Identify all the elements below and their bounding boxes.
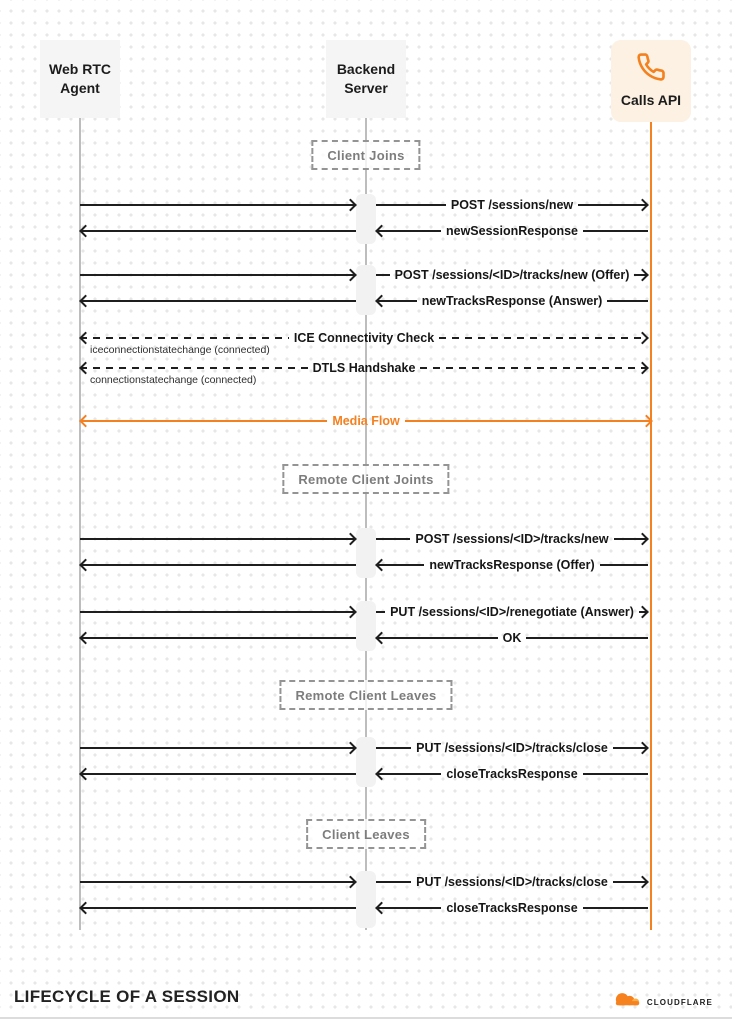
- lifeline-calls-api: [650, 118, 652, 930]
- arrowhead-right-icon: [636, 876, 649, 889]
- message-post-sessions-new: [376, 194, 648, 216]
- phase-client-joins-label: Client Joins: [327, 147, 405, 163]
- arrowhead-right-icon: [640, 415, 653, 428]
- arrowhead-right-icon: [636, 362, 649, 375]
- activation-bar: [356, 528, 376, 578]
- arrowhead-right-icon: [344, 742, 357, 755]
- arrowhead-left-icon: [375, 295, 388, 308]
- message-label: POST /sessions/<ID>/tracks/new (Offer): [394, 268, 630, 282]
- arrowhead-left-icon: [375, 768, 388, 781]
- arrowhead-right-icon: [636, 533, 649, 546]
- arrowhead-left-icon: [375, 225, 388, 238]
- message-line: [80, 627, 356, 649]
- message-line: [80, 220, 356, 242]
- message-label: closeTracksResponse: [446, 901, 578, 915]
- actor-backend-label-line2: Server: [344, 80, 388, 96]
- message-label: newTracksResponse (Answer): [421, 294, 603, 308]
- phase-remote-client-leaves-label: Remote Client Leaves: [295, 687, 437, 703]
- arrowhead-left-icon: [79, 415, 92, 428]
- phase-client-leaves: [306, 819, 426, 849]
- message-label: closeTracksResponse: [446, 767, 578, 781]
- message-ok: [376, 627, 648, 649]
- phase-remote-client-joins: [282, 464, 449, 494]
- message-label: POST /sessions/<ID>/tracks/new: [415, 532, 609, 546]
- message-label: newTracksResponse (Offer): [429, 558, 595, 572]
- activation-bar: [356, 871, 376, 928]
- arrowhead-left-icon: [79, 902, 92, 915]
- message-label: PUT /sessions/<ID>/tracks/close: [416, 875, 608, 889]
- cloudflare-wordmark: CLOUDFLARE: [646, 997, 713, 1007]
- arrowhead-right-icon: [344, 199, 357, 212]
- page-title: LIFECYCLE OF A SESSION: [14, 987, 240, 1006]
- message-put-tracks-close-1: [376, 737, 648, 759]
- actor-calls-label: Calls API: [620, 92, 682, 108]
- arrowhead-left-icon: [79, 768, 92, 781]
- message-media-flow: [80, 410, 652, 432]
- arrowhead-left-icon: [79, 632, 92, 645]
- arrowhead-left-icon: [375, 559, 388, 572]
- arrowhead-right-icon: [636, 742, 649, 755]
- arrowhead-right-icon: [344, 269, 357, 282]
- cloudflare-cloud-icon: [611, 991, 643, 1013]
- message-post-tracks-new: [376, 528, 648, 550]
- message-label: POST /sessions/new: [450, 198, 574, 212]
- message-line: [80, 194, 356, 216]
- cloudflare-logo: [611, 991, 713, 1013]
- actor-webrtc-label-line1: Web RTC: [49, 61, 111, 78]
- message-put-tracks-close-2: [376, 871, 648, 893]
- message-label: Media Flow: [332, 414, 400, 428]
- message-line: [80, 897, 356, 919]
- arrowhead-right-icon: [344, 876, 357, 889]
- actor-backend-label-line1: Backend: [336, 61, 396, 78]
- message-label: newSessionResponse: [446, 224, 578, 238]
- message-close-tracks-response-1: [376, 763, 648, 785]
- arrowhead-right-icon: [636, 199, 649, 212]
- actor-webrtc-label-line2: Agent: [60, 80, 100, 96]
- actor-backend-server: [326, 40, 406, 118]
- arrowhead-left-icon: [375, 902, 388, 915]
- message-line: [80, 264, 356, 286]
- arrowhead-right-icon: [344, 533, 357, 546]
- arrowhead-left-icon: [79, 332, 92, 345]
- phase-client-leaves-label: Client Leaves: [322, 826, 410, 842]
- event-note-connectionstatechange: connectionstatechange (connected): [90, 374, 257, 386]
- message-new-session-response: [376, 220, 648, 242]
- arrowhead-left-icon: [79, 559, 92, 572]
- arrowhead-right-icon: [636, 332, 649, 345]
- phase-client-joins: [311, 140, 420, 170]
- actor-calls-api: [611, 40, 691, 122]
- message-label: ICE Connectivity Check: [293, 331, 435, 345]
- message-line: [80, 763, 356, 785]
- message-label: PUT /sessions/<ID>/renegotiate (Answer): [390, 605, 634, 619]
- message-line: [80, 737, 356, 759]
- phase-remote-client-leaves: [279, 680, 452, 710]
- message-label: OK: [502, 631, 522, 645]
- message-line: [80, 871, 356, 893]
- message-close-tracks-response-2: [376, 897, 648, 919]
- message-line: [80, 290, 356, 312]
- message-line: [80, 601, 356, 623]
- activation-bar: [356, 194, 376, 244]
- arrowhead-left-icon: [375, 632, 388, 645]
- message-line: [80, 554, 356, 576]
- message-label: PUT /sessions/<ID>/tracks/close: [416, 741, 608, 755]
- message-post-tracks-new-offer: [376, 264, 648, 286]
- arrowhead-right-icon: [344, 606, 357, 619]
- message-label: DTLS Handshake: [312, 361, 416, 375]
- arrowhead-right-icon: [636, 269, 649, 282]
- activation-bar: [356, 737, 376, 787]
- phone-icon: [636, 52, 666, 87]
- message-new-tracks-response-answer: [376, 290, 648, 312]
- activation-bar: [356, 601, 376, 651]
- message-line: [80, 528, 356, 550]
- event-note-iceconnectionstatechange: iceconnectionstatechange (connected): [90, 344, 270, 356]
- arrowhead-left-icon: [79, 362, 92, 375]
- arrowhead-left-icon: [79, 295, 92, 308]
- activation-bar: [356, 265, 376, 315]
- actor-webrtc-agent: [40, 40, 120, 118]
- message-put-renegotiate-answer: [376, 601, 648, 623]
- phase-remote-client-joins-label: Remote Client Joints: [298, 471, 434, 487]
- message-new-tracks-response-offer: [376, 554, 648, 576]
- arrowhead-left-icon: [79, 225, 92, 238]
